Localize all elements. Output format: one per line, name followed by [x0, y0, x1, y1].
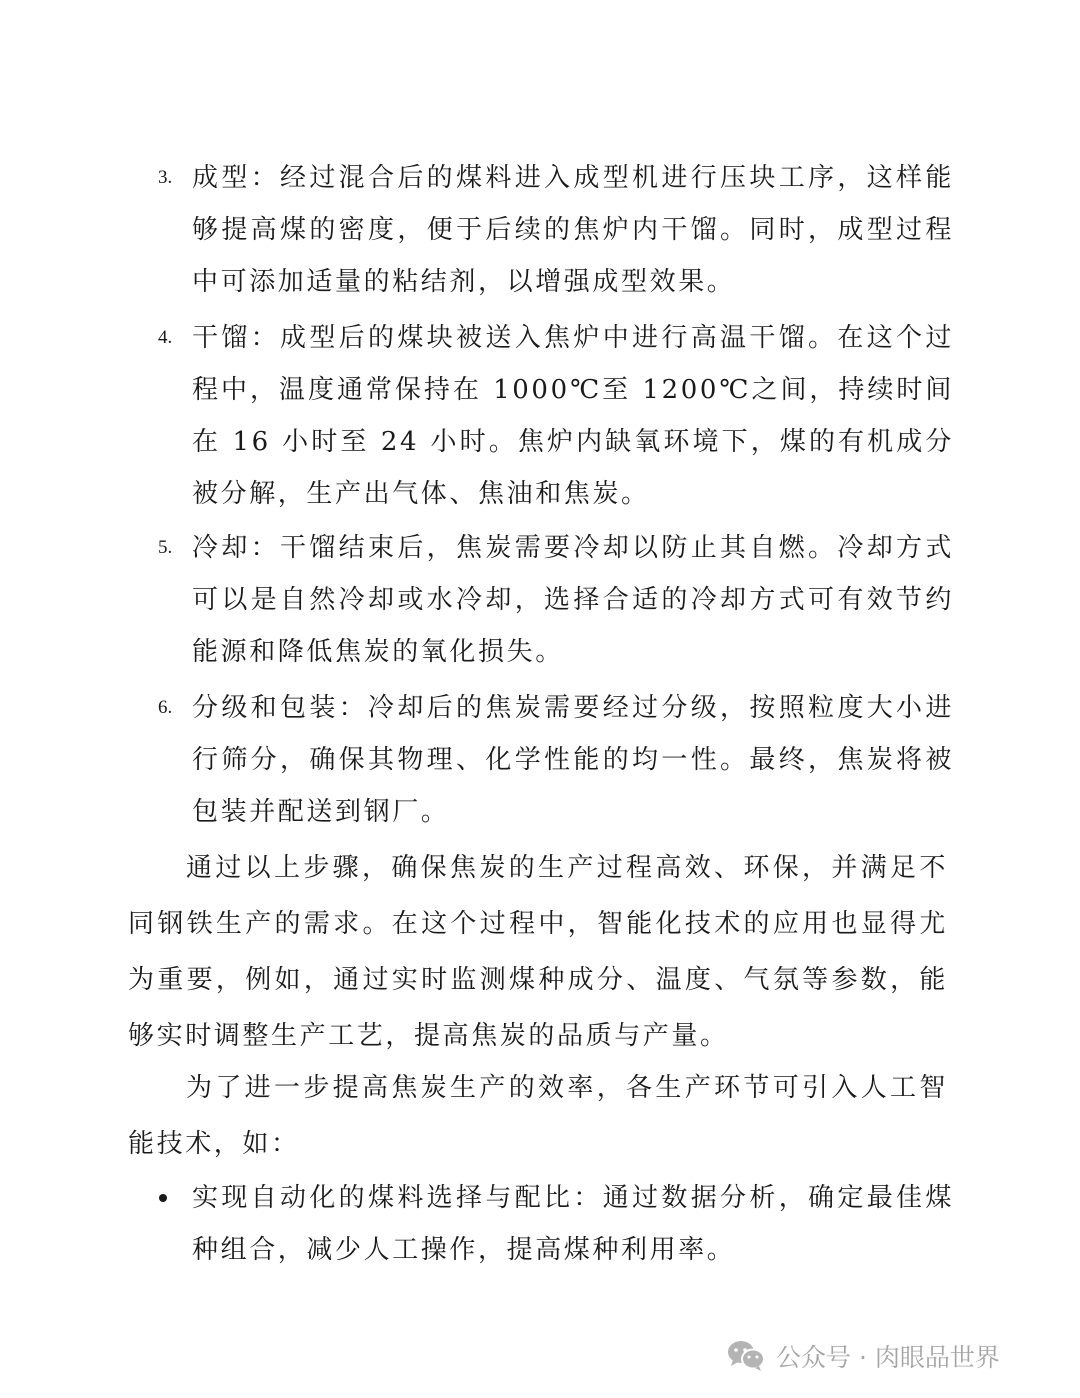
step-text: 冷却：干馏结束后，焦炭需要冷却以防止其自燃。冷却方式可以是自然冷却或水冷却，选择合适的冷却方式可有效节约能源和降低焦炭的氧化损失。: [192, 533, 954, 667]
bullet-dot-icon: [159, 1194, 167, 1202]
step-text: 干馏：成型后的煤块被送入焦炉中进行高温干馏。在这个过程中，温度通常保持在 1000℃至 1200℃之间，持续时间在 16 小时至 24 小时。焦炉内缺氧环境下，煤的有机成分被分解，生产出气体、焦油和焦炭。: [192, 323, 954, 509]
body-paragraph: 为了进一步提高焦炭生产的效率，各生产环节可引入人工智能技术，如：: [128, 1073, 948, 1159]
wechat-icon: [726, 1338, 766, 1374]
body-paragraph: 通过以上步骤，确保焦炭的生产过程高效、环保，并满足不同钢铁生产的需求。在这个过程中，智能化技术的应用也显得尤为重要，例如，通过实时监测煤种成分、温度、气氛等参数，能够实时调整生产工艺，提高焦炭的品质与产量。: [128, 853, 948, 1051]
bullet-text: 实现自动化的煤料选择与配比：通过数据分析，确定最佳煤种组合，减少人工操作，提高煤种利用率。: [192, 1183, 954, 1265]
step-number: 4.: [158, 327, 173, 348]
step-number: 6.: [158, 697, 173, 718]
step-text: 成型：经过混合后的煤料进入成型机进行压块工序，这样能够提高煤的密度，便于后续的焦炉内干馏。同时，成型过程中可添加适量的粘结剂，以增强成型效果。: [192, 163, 954, 297]
step-number: 3.: [158, 167, 173, 188]
step-number: 5.: [158, 537, 173, 558]
step-text: 分级和包装：冷却后的焦炭需要经过分级，按照粒度大小进行筛分，确保其物理、化学性能的均一性。最终，焦炭将被包装并配送到钢厂。: [192, 693, 954, 827]
watermark: [726, 1336, 1000, 1376]
watermark-text: 公众号 · 肉眼品世界: [776, 1343, 1000, 1372]
